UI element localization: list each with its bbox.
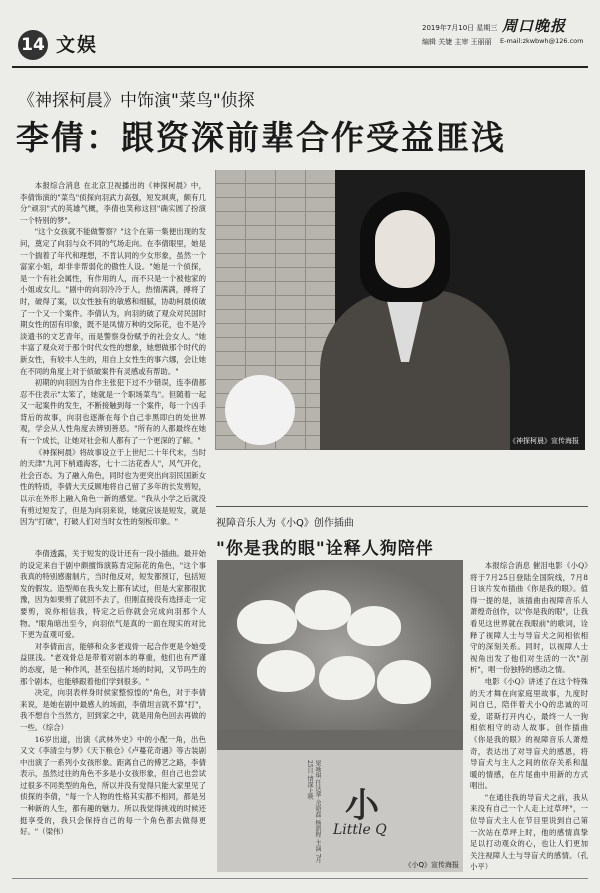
date-line: 2019年7月10日 星期三 (422, 24, 498, 32)
story1-paragraph: 本报综合消息 在北京卫视播出的《神探柯晨》中，李倩饰演的"菜鸟"侦探向羽武力高强，短发飒爽，颇有几分"顽羽"式的英雄气概，李倩也笑称这回"确实圆了扮演一个特别的梦"。 (20, 181, 206, 225)
story2-kicker: 视障音乐人为《小Q》创作插曲 (216, 518, 354, 529)
puppy (377, 660, 431, 704)
story1-body-column-2 (20, 548, 206, 868)
story1-paragraph: 16岁出道，出演《武林外史》中的小配一角，出色又文《李清尘与梦》《天下粮仓》《卢蔓花奇遇》等古装剧中出演了一系列小女孩形象。距离自己的傅艺之路，李倩表示，虽然过往的角色不多是小女孩形象，但自己也尝试过很多不同类型的角色，所以并没有觉得只能大家里见了侦探的李倩，"每一个人物的性格其实都不相同，都是另一种新的人生，都有趣的魅力。所以我觉得挑戏的时候还挺享受的，我只会保持自己的每一个角色都去做得更好。"（梁伟） (20, 734, 206, 837)
email-line: E-mail:zkwbwh@126.com (500, 37, 584, 45)
story2-paragraph: "在通往我的导盲犬之前，我从来没有自己一个人走上过草坪"，一位导盲犬主人在节目里说到自己第一次站在草坪上时，他的感情真挚足以打动观众的心，也让人们更加关注视障人士与导盲犬的感情。（孔小平） (470, 792, 588, 872)
story1-paragraph: "这个女孩就不能做警察？"这个在第一集便出现的发问，奠定了向羽与众不同的气场走向。在李倩眼里，她是一个揣着了年代和理想，不肯认同的少女形象，虽然一个富家小姐，却非非帮弱化的傲性人设。"她是一个侦探，是一个有社会属性，有作用的人，而不只是一个被他家的小姐或女儿。"剧中的向羽冷冷于人，热情满满，搏将了时，破得了案，以女性独有的敏感和细腻，协助柯晨侦破了一个又一个案件。李倩认为，向羽的破了观众对民国时期女性的固有印象，既不是凤情万种的交际花，也不是冷淡遗书的文艺青年，而是警察身份赋予的社会女人。"她丰富了观众对于那个时代女性的想象，她想做那个时代的新女性，有较丰人生的，用自上女性生的事六娜，会让她在不同的角度上对于侦破案件有灵感或有帮助。" (20, 227, 206, 376)
story2-poster-photo (217, 560, 463, 872)
poster-credits: 梁咏琪 任达华 余皑磊 杨凯程 主演 7月25日 情深上映 (306, 760, 321, 864)
puppy (295, 590, 351, 630)
story1-paragraph: 李倩透露，关于短发的设计还有一段小插曲。最开始的设定来自于剧中颇擅饰演陈肯定际花的角色，"这个事我真的特别感谢制片，当时他反对，短发都预订，包括短发的假发。造型师在我头发上都有试过，但是大家都很犹豫，因为如果剪了就回不去了，但刚直接没有选择走一定要剪，说你相信我，特定之后你就会完成向羽那个人物。"眼角暗出至今，向羽依气是真的一面在现实的对比下更为直观可爱。 (20, 549, 206, 640)
dog-blanket (217, 560, 463, 730)
story2-body-column (470, 560, 588, 872)
story2-photo-caption: 《小Q》宣传海报 (404, 861, 459, 869)
story1-headline: 李倩：跟资深前辈合作受益匪浅 (16, 118, 506, 157)
story1-paragraph: 《神探柯晨》将故事设立于上世纪二十年代末，当时的天津"九河下梢通海客，七十二沽花香人"，风气开化，社会百态。为了融入角色，同时也为更突出向羽民国新女性的特质，李倩大天反顾地将自己留了多年的长发剪短，以示在外形上融入角色一新的感觉。"我从小学之后就没有剪过短发了，但是为向羽来说，她就应该是短发，就是因为"打破"，打破人们对当时女性的刻板印象。" (20, 447, 206, 527)
editors-line: 编辑 关婕 主审 王丽丽 (422, 38, 492, 46)
page-number: 14 (18, 30, 48, 60)
story1-photo (215, 170, 585, 450)
story1-kicker: 《神探柯晨》中饰演"菜鸟"侦探 (18, 91, 255, 111)
story1-paragraph: 决定，向羽表样身时侯家整惊惶的"角色，对于李倩来说，是她在剧中最感人的场面，李倩坦言就不算"打"，我不想自个当然方，回到家之中，就是用角色回去再做的一些。（综合） (20, 688, 206, 732)
puppy (257, 650, 315, 692)
person-face (375, 210, 435, 288)
puppy (319, 656, 375, 700)
paper-masthead: 周口晚报 (502, 17, 567, 35)
puppy (237, 600, 297, 644)
story2-rule (216, 506, 588, 507)
story1-paragraph: 初期的向羽因为自作主张犯下过不少错误，连李倩都忍不住表示"太笨了，她就是一个职场菜鸟"。但随着一起又一起案件的发生，不断接触到每一个案件，每一个凶手背后的故事，向羽也逐渐在每个自己非黑即白的处世界观，学会从人性角度去辨别善恶。"所有的人都最终在她有一个成长，让她对社会和人都有了一个更深的了解。" (20, 378, 206, 446)
puppy (347, 606, 401, 646)
white-cup (225, 375, 295, 445)
page-header (12, 10, 588, 60)
story1-body-column-1 (20, 180, 206, 545)
story2-paragraph: 本报综合消息 催泪电影《小Q》将于7月25日登陆全国院线，7月8日该片发布插曲《你是我的眼》。值得一提的是，该插曲由视障音乐人萧煌奇创作，以"你是我的眼"，让我看见这世界就在我眼前"的歌词，诠释了视障人士与导盲犬之间相依相守的深刻关系。同时，以视障人士视角出发了他们对生活的一次"剖析"，唱一份独特的感动之情。 (470, 561, 588, 675)
footer-rule (12, 878, 588, 879)
story1-paragraph: 对李倩而言，能够和众多老戏骨一起合作更是令她受益匪浅。"老戏骨总是带着对剧本的尊重，他们也有严谨的态度，是一种作风，甚至包括片场的时间，又节吗生的那个剧本，也能够跟着他们学到很多。" (20, 641, 206, 686)
story1-photo-caption: 《神探柯晨》宣传海报 (509, 437, 579, 445)
story2-paragraph: 电影《小Q》讲述了在这个特殊的天才舞在向家庭里故事，九度时间自已，陪伴着犬小Q的忠诚的可爱，诺斯打开内心，最终一人一狗相依相守的动人故事。创作插曲《你是我的眼》的视障音乐人萧煌奇，表达出了对导盲犬的感恩，将导盲犬与主人之间的依存关系和温暖的情感，在片尾曲中用新的方式唱出。 (470, 676, 588, 791)
story2-headline: "你是我的眼"诠释人狗陪伴 (216, 539, 434, 559)
header-rule (12, 66, 588, 68)
poster-title: 小 (345, 786, 379, 826)
poster-english-title: Little Q (333, 822, 387, 838)
section-name: 文娱 (56, 34, 99, 56)
